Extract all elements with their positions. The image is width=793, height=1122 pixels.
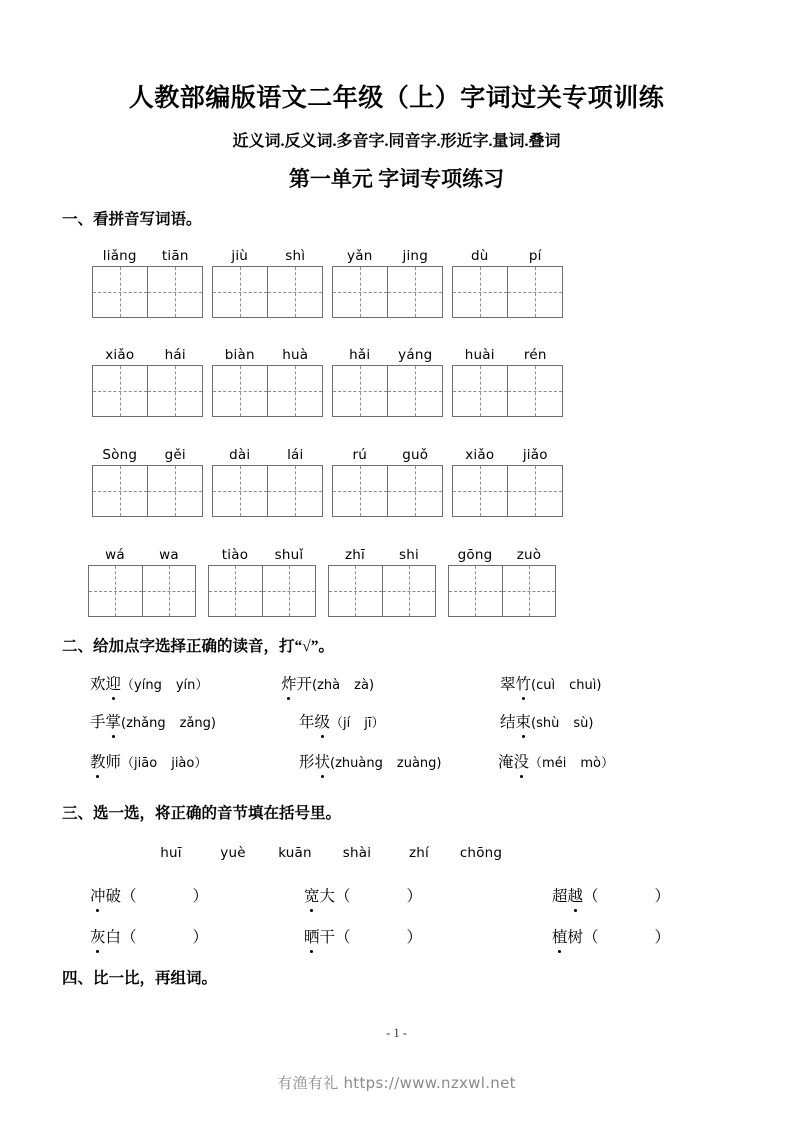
tianzige-box-pair[interactable] [92, 465, 203, 517]
paren-open: （ [583, 888, 599, 905]
tianzige-cell[interactable] [502, 566, 556, 616]
tianzige-cell[interactable] [267, 267, 322, 317]
pinyin-word-group [208, 541, 316, 617]
pinyin-options [531, 716, 593, 731]
pinyin-syllable: liǎng [102, 247, 137, 264]
pinyin-grid-row [0, 541, 793, 623]
tianzige-box-pair[interactable] [332, 465, 443, 517]
pinyin-label-row [332, 242, 443, 266]
vocabulary-word [90, 710, 121, 732]
paren-close: ） [654, 929, 671, 946]
pinyin-syllable: rén [523, 346, 547, 363]
paren-open: ( [531, 716, 537, 731]
pinyin-options [529, 756, 614, 771]
marked-character: 宽 [304, 884, 320, 906]
pinyin-syllable: huà [282, 346, 309, 363]
tianzige-cell[interactable] [453, 366, 507, 416]
pinyin-syllable: dù [470, 247, 489, 264]
marked-character: 植 [552, 925, 568, 947]
tianzige-box-pair[interactable] [88, 565, 196, 617]
tianzige-cell[interactable] [93, 466, 147, 516]
pinyin-option-a[interactable]: méi [542, 756, 567, 771]
pinyin-syllable: zuò [516, 546, 542, 563]
marked-character: 状 [315, 750, 331, 772]
pinyin-syllable: dài [229, 446, 251, 463]
tianzige-cell[interactable] [507, 466, 562, 516]
pinyin-syllable: rú [352, 446, 367, 463]
vocabulary-word [90, 750, 121, 772]
paren-close: ） [192, 888, 209, 905]
character: 超 [552, 888, 568, 905]
pinyin-syllable: guǒ [402, 446, 429, 463]
vocabulary-word [304, 925, 335, 947]
tianzige-cell[interactable] [262, 566, 316, 616]
pinyin-label-row [452, 242, 563, 266]
marked-character: 灰 [90, 925, 106, 947]
paren-close: ） [654, 888, 671, 905]
tianzige-cell[interactable] [449, 566, 502, 616]
pinyin-label-row [208, 541, 316, 565]
pinyin-option-a[interactable]: yíng [134, 678, 162, 693]
fill-blank-item[interactable] [90, 925, 208, 947]
pinyin-options [121, 716, 216, 731]
pinyin-syllable: hǎi [349, 346, 371, 363]
paren-close: ） [406, 888, 423, 905]
pinyin-syllable: yǎn [347, 247, 373, 264]
bank-syllable[interactable]: kuān [278, 845, 312, 861]
pinyin-option-b[interactable]: chuì [569, 678, 597, 693]
paren-close: ) [436, 756, 442, 771]
tianzige-box-pair[interactable] [452, 365, 563, 417]
pinyin-label-row [332, 441, 443, 465]
pinyin-syllable: wa [159, 546, 179, 563]
pinyin-syllable: pí [528, 247, 542, 264]
marked-character: 没 [514, 750, 530, 772]
syllable-bank [140, 845, 512, 861]
pinyin-options [330, 756, 441, 771]
pinyin-option-a[interactable]: cuì [536, 678, 556, 693]
pinyin-word-group [452, 341, 563, 417]
tianzige-box-pair[interactable] [92, 266, 203, 318]
reading-choice-row [0, 710, 793, 744]
tianzige-cell[interactable] [93, 366, 147, 416]
reading-choice-item[interactable] [500, 672, 601, 694]
pinyin-syllable: tiān [161, 247, 189, 264]
pinyin-option-a[interactable]: jiāo [134, 756, 158, 771]
unit-title: 第一单元 字词专项练习 [288, 167, 505, 191]
pinyin-syllable: lái [287, 446, 304, 463]
paren-open: （ [121, 929, 137, 946]
pinyin-syllable: Sòng [102, 446, 138, 463]
pinyin-word-group [92, 441, 203, 517]
pinyin-option-b[interactable]: jī [364, 716, 372, 731]
pinyin-option-a[interactable]: zhuàng [335, 756, 383, 771]
pinyin-syllable: shuǐ [274, 546, 304, 563]
page-subtitle: 近义词.反义词.多音字.同音字.形近字.量词.叠词 [232, 133, 561, 150]
tianzige-cell[interactable] [213, 267, 267, 317]
character: 大 [319, 888, 336, 905]
paren-open: （ [583, 929, 599, 946]
pinyin-option-b[interactable]: yín [175, 678, 196, 693]
vocabulary-word [552, 925, 583, 947]
pinyin-label-row [452, 341, 563, 365]
pinyin-option-b[interactable]: zà [354, 678, 369, 693]
pinyin-word-group [328, 541, 436, 617]
pinyin-option-b[interactable]: mò [580, 756, 601, 771]
pinyin-label-row [212, 242, 323, 266]
pinyin-options [121, 756, 207, 771]
vocabulary-word [281, 672, 312, 694]
pinyin-option-b[interactable]: jiào [171, 756, 195, 771]
paren-close: ） [194, 756, 208, 771]
marked-character: 掌 [106, 710, 122, 732]
pinyin-syllable: shì [285, 247, 306, 264]
reading-choice-item[interactable] [299, 750, 441, 772]
pinyin-label-row [212, 341, 323, 365]
pinyin-syllable: huài [464, 346, 495, 363]
pinyin-label-row [92, 242, 203, 266]
tianzige-cell[interactable] [213, 366, 267, 416]
tianzige-box-pair[interactable] [208, 565, 316, 617]
tianzige-box-pair[interactable] [332, 266, 443, 318]
pinyin-word-group [92, 242, 203, 318]
pinyin-word-group [88, 541, 196, 617]
pinyin-option-b[interactable]: zuàng [396, 756, 437, 771]
pinyin-option-a[interactable]: zhà [317, 678, 341, 693]
tianzige-cell[interactable] [329, 566, 382, 616]
pinyin-syllable: xiǎo [465, 446, 495, 463]
tianzige-cell[interactable] [387, 466, 442, 516]
character: 翠 [500, 676, 516, 693]
pinyin-options [121, 678, 208, 693]
page-title: 人教部编版语文二年级（上）字词过关专项训练 [128, 85, 665, 112]
pinyin-label-row [452, 441, 563, 465]
character: 破 [105, 888, 122, 905]
tianzige-cell[interactable] [267, 366, 322, 416]
paren-open: （ [121, 888, 137, 905]
pinyin-label-row [88, 541, 196, 565]
pinyin-option-a[interactable]: shù [536, 716, 560, 731]
paren-open: ( [312, 678, 318, 693]
character: 师 [105, 754, 122, 771]
fill-blank-item[interactable] [90, 884, 208, 906]
tianzige-cell[interactable] [507, 267, 562, 317]
character: 结 [500, 714, 516, 731]
pinyin-word-group [212, 441, 323, 517]
fill-blank-row [0, 925, 793, 959]
tianzige-box-pair[interactable] [448, 565, 556, 617]
pinyin-syllable: jiù [231, 247, 249, 264]
character: 开 [296, 676, 313, 693]
tianzige-cell[interactable] [213, 466, 267, 516]
paren-open: （ [529, 756, 543, 771]
reading-choice-item[interactable] [90, 672, 208, 694]
tianzige-cell[interactable] [382, 566, 436, 616]
exercise1-heading: 一、看拼音写词语。 [62, 211, 202, 228]
tianzige-cell[interactable] [89, 566, 142, 616]
vocabulary-word [500, 672, 531, 694]
pinyin-syllable: jiǎo [522, 446, 548, 463]
paren-close: ） [371, 716, 385, 731]
reading-choice-row [0, 672, 793, 706]
exercise3-heading: 三、选一选，将正确的音节填在括号里。 [62, 805, 342, 822]
page-number: - 1 - [386, 1026, 407, 1040]
pinyin-word-group [448, 541, 556, 617]
pinyin-options [531, 678, 601, 693]
marked-character: 迎 [106, 672, 122, 694]
character: 淹 [498, 754, 514, 771]
tianzige-box-pair[interactable] [332, 365, 443, 417]
marked-character: 越 [568, 884, 584, 906]
tianzige-box-pair[interactable] [328, 565, 436, 617]
tianzige-cell[interactable] [387, 267, 442, 317]
paren-open: ( [121, 716, 127, 731]
tianzige-cell[interactable] [267, 466, 322, 516]
paren-open: （ [330, 716, 344, 731]
tianzige-cell[interactable] [147, 466, 202, 516]
bank-syllable[interactable]: zhí [409, 845, 429, 861]
pinyin-word-group [212, 341, 323, 417]
pinyin-syllable: hái [164, 346, 186, 363]
tianzige-cell[interactable] [147, 366, 202, 416]
pinyin-syllable: wá [105, 546, 125, 563]
vocabulary-word [299, 710, 330, 732]
character: 欢 [90, 676, 106, 693]
paren-close: ) [588, 716, 594, 731]
marked-character: 炸 [281, 672, 297, 694]
marked-character: 竹 [516, 672, 532, 694]
paren-close: ） [406, 929, 423, 946]
bank-syllable[interactable]: chōng [459, 845, 503, 861]
marked-character: 教 [90, 750, 106, 772]
bank-syllable[interactable]: huī [160, 845, 182, 861]
vocabulary-word [299, 750, 330, 772]
paren-open: （ [335, 929, 351, 946]
pinyin-syllable: zhī [345, 546, 365, 563]
pinyin-grid-row [0, 242, 793, 324]
tianzige-cell[interactable] [453, 466, 507, 516]
character: 干 [319, 929, 336, 946]
character: 年 [299, 714, 315, 731]
pinyin-word-group [332, 441, 443, 517]
reading-choice-item[interactable] [500, 710, 593, 732]
pinyin-grid-row [0, 441, 793, 523]
paren-close: ) [596, 678, 602, 693]
paren-open: ( [531, 678, 537, 693]
pinyin-grid-row [0, 341, 793, 423]
marked-character: 冲 [90, 884, 106, 906]
pinyin-syllable: xiǎo [105, 346, 135, 363]
tianzige-cell[interactable] [333, 466, 387, 516]
watermark: 有渔有礼 https://www.nzxwl.net [277, 1074, 516, 1092]
fill-blank-row [0, 884, 793, 918]
tianzige-box-pair[interactable] [212, 266, 323, 318]
pinyin-word-group [212, 242, 323, 318]
pinyin-option-b[interactable]: zǎng [179, 716, 211, 731]
marked-character: 晒 [304, 925, 320, 947]
tianzige-cell[interactable] [387, 366, 442, 416]
reading-choice-row [0, 750, 793, 784]
character: 形 [299, 754, 315, 771]
fill-blank-item[interactable] [552, 884, 670, 906]
character: 树 [567, 929, 584, 946]
pinyin-word-group [332, 242, 443, 318]
paren-close: ) [210, 716, 216, 731]
tianzige-cell[interactable] [333, 267, 387, 317]
tianzige-cell[interactable] [209, 566, 262, 616]
pinyin-option-b[interactable]: sù [573, 716, 589, 731]
pinyin-word-group [452, 242, 563, 318]
reading-choice-item[interactable] [90, 710, 216, 732]
reading-choice-item[interactable] [90, 750, 207, 772]
character: 白 [105, 929, 122, 946]
tianzige-box-pair[interactable] [92, 365, 203, 417]
pinyin-syllable: jing [402, 247, 428, 264]
pinyin-label-row [328, 541, 436, 565]
tianzige-cell[interactable] [453, 267, 507, 317]
paren-open: （ [121, 756, 135, 771]
pinyin-option-a[interactable]: jí [343, 716, 351, 731]
pinyin-label-row [332, 341, 443, 365]
paren-close: ） [192, 929, 209, 946]
character: 手 [90, 714, 106, 731]
vocabulary-word [498, 750, 529, 772]
tianzige-cell[interactable] [507, 366, 562, 416]
pinyin-syllable: gōng [457, 546, 493, 563]
pinyin-word-group [332, 341, 443, 417]
bank-syllable[interactable]: shài [342, 845, 372, 861]
pinyin-option-a[interactable]: zhǎng [126, 716, 166, 731]
bank-syllable[interactable]: yuè [220, 845, 246, 861]
reading-choice-item[interactable] [281, 672, 374, 694]
pinyin-syllable: tiào [221, 546, 249, 563]
fill-blank-item[interactable] [304, 925, 422, 947]
tianzige-cell[interactable] [333, 366, 387, 416]
tianzige-cell[interactable] [93, 267, 147, 317]
pinyin-word-group [452, 441, 563, 517]
fill-blank-item[interactable] [552, 925, 670, 947]
pinyin-options [312, 678, 374, 693]
tianzige-cell[interactable] [142, 566, 196, 616]
vocabulary-word [552, 884, 583, 906]
tianzige-cell[interactable] [147, 267, 202, 317]
reading-choice-item[interactable] [299, 710, 385, 732]
pinyin-syllable: shi [399, 546, 419, 563]
paren-open: （ [335, 888, 351, 905]
exercise4-heading: 四、比一比，再组词。 [62, 970, 218, 987]
vocabulary-word [90, 884, 121, 906]
pinyin-syllable: biàn [224, 346, 255, 363]
vocabulary-word [500, 710, 531, 732]
tianzige-box-pair[interactable] [212, 465, 323, 517]
tianzige-box-pair[interactable] [212, 365, 323, 417]
pinyin-label-row [92, 341, 203, 365]
pinyin-options [330, 716, 385, 731]
pinyin-word-group [92, 341, 203, 417]
marked-character: 束 [516, 710, 532, 732]
marked-character: 级 [315, 710, 331, 732]
reading-choice-item[interactable] [498, 750, 614, 772]
paren-close: ） [600, 756, 614, 771]
pinyin-syllable: yáng [398, 346, 433, 363]
pinyin-label-row [448, 541, 556, 565]
tianzige-box-pair[interactable] [452, 266, 563, 318]
pinyin-label-row [212, 441, 323, 465]
fill-blank-item[interactable] [304, 884, 422, 906]
paren-open: ( [330, 756, 336, 771]
pinyin-label-row [92, 441, 203, 465]
vocabulary-word [90, 925, 121, 947]
tianzige-box-pair[interactable] [452, 465, 563, 517]
pinyin-syllable: gěi [164, 446, 186, 463]
paren-close: ) [368, 678, 375, 693]
paren-open: （ [121, 678, 135, 693]
vocabulary-word [304, 884, 335, 906]
vocabulary-word [90, 672, 121, 694]
exercise2-heading: 二、给加点字选择正确的读音，打“√”。 [62, 638, 335, 655]
paren-close: ） [195, 678, 209, 693]
